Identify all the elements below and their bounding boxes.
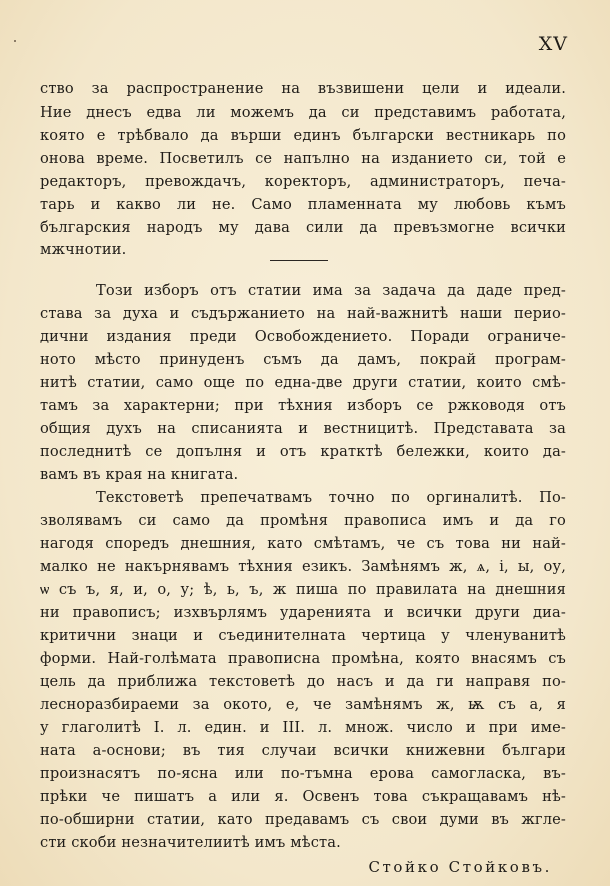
author-signature: Стойко Стойковъ. xyxy=(368,858,552,876)
text-line: по-обширни статии, като предавамъ съ свои думи въ жгле- xyxy=(40,811,566,828)
text-line: Ние днесъ едва ли можемъ да си представимъ работата, xyxy=(40,104,566,121)
text-line: мжчнотии. xyxy=(40,241,127,258)
paper-speck xyxy=(14,40,16,42)
text-line: дични издания преди Освобождението. Поради ограниче- xyxy=(40,328,566,345)
text-line: която е трѣбвало да върши единъ български вестникарь по xyxy=(40,127,566,144)
text-line: ната а-основи; въ тия случаи всички книжевни българи xyxy=(40,742,566,759)
text-line: зволявамъ си само да промѣня правописа имъ и да го xyxy=(40,512,566,529)
text-line: произнасятъ по-ясна или по-тъмна ерова самогласка, въ- xyxy=(40,765,566,782)
text-line: прѣки че пишатъ а или я. Освенъ това съкращавамъ нѣ- xyxy=(40,788,566,805)
text-line: вамъ въ края на книгата. xyxy=(40,466,239,483)
text-line: ство за распространение на възвишени цели и идеали. xyxy=(40,80,566,97)
text-line: нагодя споредъ днешния, като смѣтамъ, че съ това ни най- xyxy=(40,535,566,552)
text-line: малко не накърнявамъ тѣхния езикъ. Замѣнямъ ж, ѧ, і, ы, оу, xyxy=(40,558,566,575)
text-line: тамъ за характерни; при тѣхния изборъ се ржководя отъ xyxy=(40,397,566,414)
text-line: форми. Най-голѣмата правописна промѣна, която внасямъ съ xyxy=(40,650,566,667)
text-line: Текстоветѣ препечатвамъ точно по оргиналитѣ. По- xyxy=(96,489,566,506)
text-line: тарь и какво ли не. Само пламенната му любовь къмъ xyxy=(40,196,566,213)
text-line: ното мѣсто принуденъ съмъ да дамъ, покрай програм- xyxy=(40,351,566,368)
text-line: общия духъ на списанията и вестницитѣ. Представата за xyxy=(40,420,566,437)
text-line: редакторъ, превождачъ, коректоръ, администраторъ, печа- xyxy=(40,173,566,190)
text-line: българския народъ му дава сили да превъзмогне всички xyxy=(40,219,566,236)
text-line: последнитѣ се допълня и отъ кратктѣ бележки, които да- xyxy=(40,443,566,460)
text-line: сти скоби незначителиитѣ имъ мѣста. xyxy=(40,834,341,851)
text-line: цель да приближа текстоветѣ до насъ и да ги направя по- xyxy=(40,673,566,690)
text-line: става за духа и съдържанието на най-важнитѣ наши перио- xyxy=(40,305,566,322)
text-line: Този изборъ отъ статии има за задача да даде пред- xyxy=(96,282,566,299)
text-line: у глаголитѣ I. л. един. и III. л. множ. число и при име- xyxy=(40,719,566,736)
text-line: ѡ съ ъ, я, и, о, у; ѣ, ь, ъ, ж пиша по правилата на днешния xyxy=(40,581,566,598)
text-line: лесноразбираеми за окото, е, че замѣнямъ ж, ѭ съ а, я xyxy=(40,696,566,713)
text-line: нитѣ статии, само още по една-две други статии, които смѣ- xyxy=(40,374,566,391)
text-line: ни правописъ; изхвърлямъ ударенията и всички други диа- xyxy=(40,604,566,621)
text-line: критични знаци и съединителната чертица у членуванитѣ xyxy=(40,627,566,644)
text-line: онова време. Посветилъ се напълно на изданието си, той е xyxy=(40,150,566,167)
page-number: XV xyxy=(538,33,568,55)
section-divider xyxy=(270,260,328,261)
